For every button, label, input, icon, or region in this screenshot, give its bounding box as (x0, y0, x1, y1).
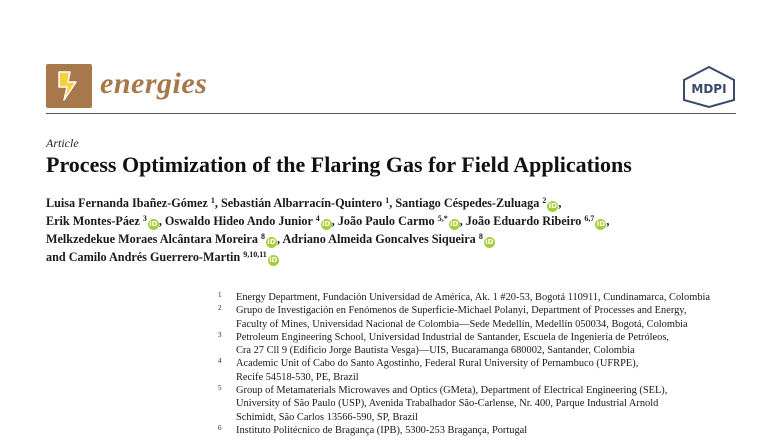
affiliation-list (218, 291, 748, 437)
author-line-2 (46, 212, 746, 230)
affiliation-number: 2 (218, 304, 222, 313)
author-affiliation-sup: 9,10,11 (243, 250, 267, 259)
author-list (46, 194, 746, 266)
author-line-4 (46, 248, 746, 266)
author-name: and Camilo Andrés Guerrero-Martin (46, 250, 241, 264)
author-name: Luisa Fernanda Ibañez-Gómez (46, 196, 208, 210)
affiliation-item (218, 304, 748, 331)
affiliation-item (218, 331, 748, 358)
author-entry: João Paulo Carmo $^{5,*}$iD, (337, 214, 466, 228)
affiliation-text: Academic Unit of Cabo do Santo Agostinho, Federal Rural University of Pernambuco (UFRPE), (236, 358, 639, 370)
journal-header (46, 64, 736, 114)
affiliation-text: Cra 27 Cll 9 (Edificio Jorge Bautista Vesga)—UIS, Bucaramanga 680002, Santander, Colombia (236, 345, 635, 357)
orcid-icon[interactable]: iD (548, 202, 557, 210)
affiliation-text: University of São Paulo (USP), Avenida Trabalhador São-Carlense, Nr. 400, Parque Industrial Arnold (236, 398, 659, 410)
orcid-icon[interactable]: iD (596, 220, 606, 228)
affiliation-text: Energy Department, Fundación Universidad de América, Ak. 1 #20-53, Bogotá 110911, Cundinamarca, Colombia (236, 292, 711, 303)
affiliation-number: 1 (218, 291, 222, 299)
author-affiliation-sup: 1 (385, 196, 390, 205)
author-name: Melkzedekue Moraes Alcântara Moreira (46, 232, 258, 246)
author-entry (46, 250, 279, 264)
author-line-1 (46, 194, 746, 212)
article-title: Process Optimization of the Flaring Gas for Field Applications (46, 152, 632, 177)
affiliation-item (218, 424, 748, 437)
author-name: Adriano Almeida Goncalves Siqueira (282, 232, 476, 246)
author-affiliation-sup: 8 (478, 232, 483, 241)
orcid-icon[interactable]: iD (149, 220, 158, 228)
affiliation-text: Recife 54518-530, PE, Brazil (236, 371, 359, 383)
author-line-3 (46, 230, 746, 248)
author-affiliation-sup: 3 (142, 214, 147, 223)
affiliation-text: Group of Metamaterials Microwaves and Optics (GMeta), Department of Electrical Engineering (SEL), (236, 385, 668, 397)
author-name: João Eduardo Ribeiro (465, 214, 582, 228)
publisher-label: MDPI (691, 82, 727, 96)
author-entry (282, 232, 494, 246)
affiliation-item (218, 357, 748, 384)
author-affiliation-sup: 1 (210, 196, 215, 205)
orcid-icon[interactable]: iD (267, 238, 276, 246)
author-entry: João Eduardo Ribeiro $^{6,7}$iD, (465, 214, 610, 228)
lightning-bolt-icon (56, 70, 82, 102)
author-affiliation-sup: 4 (315, 214, 320, 223)
orcid-icon[interactable]: iD (322, 220, 331, 228)
author-name: João Paulo Carmo (337, 214, 435, 228)
affiliation-text: Schimidt, São Carlos 13566-590, SP, Brazil (236, 411, 418, 423)
affiliation-text: Instituto Politécnico de Bragança (IPB), 5300-253 Bragança, Portugal (236, 424, 528, 436)
affiliation-number: 3 (218, 330, 222, 339)
affiliation-text: Faculty of Mines, Universidad Nacional de Colombia—Sede Medellín, Medellín 050034, Bogotá, Colombia (236, 318, 688, 330)
author-name: Erik Montes-Páez (46, 214, 140, 228)
affiliation-text: Petroleum Engineering School, Universidad Industrial de Santander, Escuela de Ingeniería de Petróleos, (236, 331, 669, 343)
author-affiliation-sup: 8 (261, 232, 266, 241)
mdpi-logo (682, 66, 736, 108)
affiliation-number: 5 (218, 384, 222, 393)
header-rule (46, 113, 736, 114)
author-affiliation-sup: 6,7 (584, 214, 595, 223)
affiliation-item (218, 384, 748, 424)
author-entry: Erik Montes-Páez $^3$iD, (46, 214, 165, 228)
affiliation-item (218, 291, 748, 304)
author-name: Oswaldo Hideo Ando Junior (164, 214, 313, 228)
author-entry: Oswaldo Hideo Ando Junior $^4$iD, (164, 214, 338, 228)
author-entry: Sebastián Albarracín-Quintero $^1$, (220, 196, 396, 210)
orcid-icon[interactable]: iD (269, 256, 278, 264)
article-type: Article (46, 136, 79, 150)
orcid-icon[interactable]: iD (450, 220, 459, 228)
affiliation-number: 4 (218, 357, 222, 366)
author-name: Sebastián Albarracín-Quintero (220, 196, 383, 210)
author-entry: Melkzedekue Moraes Alcântara Moreira $^8$iD, (46, 232, 283, 246)
affiliation-text: Grupo de Investigación en Fenómenos de Superficie-Michael Polanyi, Department of Processes and Energy, (236, 305, 687, 317)
journal-name: energies (100, 67, 208, 100)
journal-logo (46, 64, 92, 108)
affiliation-number: 6 (218, 423, 222, 432)
orcid-icon[interactable]: iD (485, 238, 494, 246)
author-affiliation-sup: 2 (542, 196, 547, 205)
author-name: Santiago Céspedes-Zuluaga (395, 196, 540, 210)
author-entry: Luisa Fernanda Ibañez-Gómez $^1$, (46, 196, 221, 210)
author-affiliation-sup: 5,* (437, 214, 448, 223)
author-entry: Santiago Céspedes-Zuluaga $^2$iD, (395, 196, 562, 210)
